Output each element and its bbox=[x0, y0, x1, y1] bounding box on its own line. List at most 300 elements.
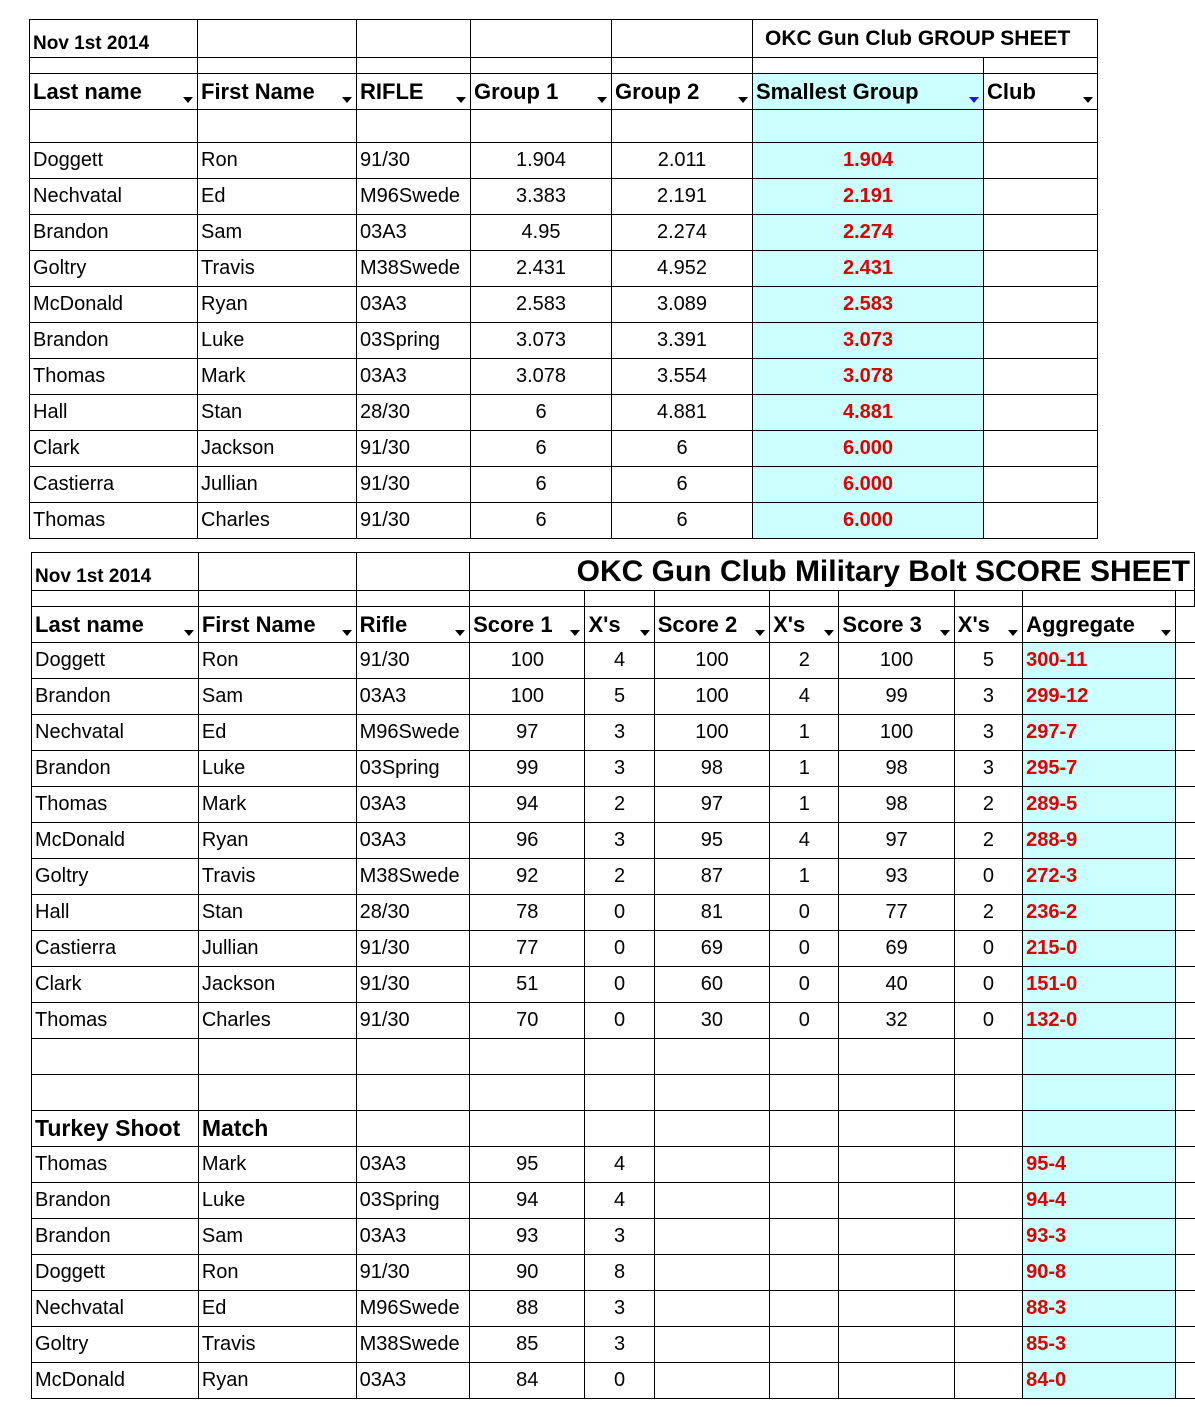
column-header-score-2[interactable] bbox=[654, 607, 769, 643]
x-count-cell: 3 bbox=[585, 1291, 654, 1327]
table-row bbox=[32, 1291, 1195, 1327]
table-cell bbox=[839, 1219, 954, 1255]
rifle-cell: 91/30 bbox=[356, 1003, 469, 1039]
table-cell bbox=[470, 1075, 585, 1111]
club-cell bbox=[984, 143, 1098, 179]
rifle-cell: 91/30 bbox=[357, 503, 471, 539]
last-name-cell: Brandon bbox=[32, 679, 199, 715]
smallest-group-cell: 6.000 bbox=[753, 467, 984, 503]
table-cell bbox=[654, 1183, 769, 1219]
first-name-cell: Ryan bbox=[198, 823, 356, 859]
filter-dropdown-icon[interactable] bbox=[597, 97, 607, 103]
column-header-club[interactable] bbox=[984, 74, 1098, 110]
rifle-cell: 03A3 bbox=[356, 1147, 469, 1183]
rifle-cell: 03A3 bbox=[356, 1363, 469, 1399]
x-count-cell: 0 bbox=[954, 967, 1022, 1003]
table-cell bbox=[839, 1327, 954, 1363]
rifle-cell: 28/30 bbox=[357, 395, 471, 431]
group2-cell: 6 bbox=[612, 467, 753, 503]
table-cell bbox=[954, 1111, 1022, 1147]
table-row bbox=[32, 823, 1195, 859]
group2-cell: 3.554 bbox=[612, 359, 753, 395]
column-header-label: Club bbox=[987, 78, 1036, 104]
aggregate-cell: 236-2 bbox=[1023, 895, 1176, 931]
filter-dropdown-icon[interactable] bbox=[1008, 630, 1018, 636]
overflow-cell bbox=[1175, 1327, 1194, 1363]
column-header-last-name[interactable] bbox=[30, 74, 198, 110]
table-row bbox=[32, 751, 1195, 787]
table-row bbox=[32, 895, 1195, 931]
table-row bbox=[30, 179, 1098, 215]
table-row bbox=[32, 931, 1195, 967]
column-header-group-1[interactable] bbox=[471, 74, 612, 110]
first-name-cell: Sam bbox=[198, 1219, 356, 1255]
overflow-cell bbox=[1175, 823, 1194, 859]
aggregate-cell: 289-5 bbox=[1023, 787, 1176, 823]
last-name-cell: Nechvatal bbox=[32, 715, 199, 751]
first-name-cell: Sam bbox=[198, 215, 357, 251]
table-row bbox=[30, 395, 1098, 431]
column-header-label: Last name bbox=[33, 78, 142, 104]
smallest-group-cell: 6.000 bbox=[753, 503, 984, 539]
filter-dropdown-icon[interactable] bbox=[738, 97, 748, 103]
club-cell bbox=[984, 395, 1098, 431]
x-count-cell: 1 bbox=[770, 715, 839, 751]
group1-cell: 6 bbox=[471, 503, 612, 539]
score-cell: 100 bbox=[839, 643, 954, 679]
group2-cell: 2.011 bbox=[612, 143, 753, 179]
score-cell: 100 bbox=[470, 679, 585, 715]
overflow-cell bbox=[1175, 1291, 1194, 1327]
score-cell: 30 bbox=[654, 1003, 769, 1039]
score-cell: 88 bbox=[470, 1291, 585, 1327]
smallest-group-cell: 2.583 bbox=[753, 287, 984, 323]
group1-cell: 4.95 bbox=[471, 215, 612, 251]
filter-dropdown-icon[interactable] bbox=[1083, 97, 1093, 103]
first-name-cell: Luke bbox=[198, 751, 356, 787]
filter-dropdown-icon[interactable] bbox=[969, 97, 979, 103]
column-header-rifle[interactable] bbox=[356, 607, 469, 643]
score-date: Nov 1st 2014 bbox=[32, 553, 199, 591]
overflow-cell bbox=[1175, 715, 1194, 751]
group-date: Nov 1st 2014 bbox=[30, 20, 198, 58]
score-sheet-table bbox=[31, 552, 1195, 1399]
smallest-group-cell: 3.073 bbox=[753, 323, 984, 359]
column-header-first-name[interactable] bbox=[198, 74, 357, 110]
filter-dropdown-icon[interactable] bbox=[455, 630, 465, 636]
smallest-group-cell: 2.191 bbox=[753, 179, 984, 215]
x-count-cell: 0 bbox=[585, 1363, 654, 1399]
score-cell: 100 bbox=[654, 715, 769, 751]
table-row bbox=[30, 215, 1098, 251]
table-row bbox=[30, 143, 1098, 179]
rifle-cell: 28/30 bbox=[356, 895, 469, 931]
score-cell: 93 bbox=[470, 1219, 585, 1255]
score-cell: 94 bbox=[470, 787, 585, 823]
group2-cell: 3.089 bbox=[612, 287, 753, 323]
rifle-cell: 91/30 bbox=[357, 143, 471, 179]
x-count-cell: 1 bbox=[770, 787, 839, 823]
group2-cell: 6 bbox=[612, 503, 753, 539]
last-name-cell: Thomas bbox=[30, 359, 198, 395]
first-name-cell: Sam bbox=[198, 679, 356, 715]
first-name-cell: Ryan bbox=[198, 287, 357, 323]
group1-cell: 3.383 bbox=[471, 179, 612, 215]
filter-dropdown-icon[interactable] bbox=[456, 97, 466, 103]
x-count-cell: 0 bbox=[585, 931, 654, 967]
last-name-cell: Castierra bbox=[32, 931, 199, 967]
rifle-cell: 03A3 bbox=[356, 1219, 469, 1255]
last-name-cell: Hall bbox=[30, 395, 198, 431]
column-header-x-s-4[interactable] bbox=[585, 607, 654, 643]
group1-cell: 6 bbox=[471, 467, 612, 503]
x-count-cell: 3 bbox=[954, 751, 1022, 787]
score-cell: 97 bbox=[839, 823, 954, 859]
rifle-cell: 91/30 bbox=[356, 1255, 469, 1291]
overflow-cell bbox=[1175, 1255, 1194, 1291]
group1-cell: 1.904 bbox=[471, 143, 612, 179]
x-count-cell: 5 bbox=[585, 679, 654, 715]
last-name-cell: McDonald bbox=[30, 287, 198, 323]
score-cell: 100 bbox=[470, 643, 585, 679]
club-cell bbox=[984, 215, 1098, 251]
match-label: Match bbox=[198, 1111, 356, 1147]
column-header-label: Score 1 bbox=[473, 611, 553, 637]
table-cell bbox=[770, 1363, 839, 1399]
filter-dropdown-icon[interactable] bbox=[183, 97, 193, 103]
first-name-cell: Mark bbox=[198, 1147, 356, 1183]
table-cell bbox=[654, 1291, 769, 1327]
table-cell bbox=[839, 1291, 954, 1327]
score-cell: 99 bbox=[470, 751, 585, 787]
table-cell bbox=[654, 1327, 769, 1363]
last-name-cell: Doggett bbox=[32, 643, 199, 679]
filter-dropdown-icon[interactable] bbox=[940, 630, 950, 636]
table-cell bbox=[654, 1039, 769, 1075]
table-cell bbox=[585, 1111, 654, 1147]
rifle-cell: 03A3 bbox=[356, 679, 469, 715]
rifle-cell: 03A3 bbox=[357, 215, 471, 251]
group2-cell: 3.391 bbox=[612, 323, 753, 359]
column-header-score-1[interactable] bbox=[470, 607, 585, 643]
group2-cell: 2.274 bbox=[612, 215, 753, 251]
first-name-cell: Ed bbox=[198, 179, 357, 215]
table-row bbox=[30, 359, 1098, 395]
group2-cell: 4.952 bbox=[612, 251, 753, 287]
score-cell: 51 bbox=[470, 967, 585, 1003]
group1-cell: 3.073 bbox=[471, 323, 612, 359]
group2-cell: 2.191 bbox=[612, 179, 753, 215]
column-header-first-name[interactable] bbox=[198, 607, 356, 643]
column-header-label: Group 2 bbox=[615, 78, 700, 104]
overflow-cell bbox=[1175, 643, 1194, 679]
overflow-cell bbox=[1175, 679, 1194, 715]
column-header-label: X's bbox=[773, 611, 806, 637]
x-count-cell: 3 bbox=[585, 1327, 654, 1363]
table-cell bbox=[585, 1075, 654, 1111]
table-row bbox=[32, 1327, 1195, 1363]
table-row bbox=[32, 1219, 1195, 1255]
last-name-cell: Brandon bbox=[30, 215, 198, 251]
rifle-cell: 03A3 bbox=[356, 787, 469, 823]
table-cell bbox=[770, 1219, 839, 1255]
score-cell: 100 bbox=[839, 715, 954, 751]
table-row bbox=[32, 643, 1195, 679]
table-cell bbox=[198, 1075, 356, 1111]
overflow-cell bbox=[1175, 895, 1194, 931]
last-name-cell: Goltry bbox=[30, 251, 198, 287]
score-cell: 99 bbox=[839, 679, 954, 715]
table-cell bbox=[954, 1039, 1022, 1075]
table-cell bbox=[839, 1183, 954, 1219]
last-name-cell: Clark bbox=[32, 967, 199, 1003]
group1-cell: 6 bbox=[471, 395, 612, 431]
last-name-cell: Thomas bbox=[32, 1147, 199, 1183]
last-name-cell: Doggett bbox=[30, 143, 198, 179]
column-header-aggregate[interactable] bbox=[1023, 607, 1176, 643]
group2-cell: 6 bbox=[612, 431, 753, 467]
x-count-cell: 0 bbox=[954, 1003, 1022, 1039]
last-name-cell: Thomas bbox=[30, 503, 198, 539]
column-header-partial bbox=[1175, 607, 1194, 643]
filter-dropdown-icon[interactable] bbox=[570, 630, 580, 636]
table-cell bbox=[954, 1327, 1022, 1363]
table-cell bbox=[654, 1075, 769, 1111]
column-header-x-s-8[interactable] bbox=[954, 607, 1022, 643]
rifle-cell: 03Spring bbox=[357, 323, 471, 359]
score-cell: 97 bbox=[470, 715, 585, 751]
rifle-cell: 03Spring bbox=[356, 751, 469, 787]
table-cell bbox=[470, 1039, 585, 1075]
score-cell: 97 bbox=[654, 787, 769, 823]
aggregate-cell: 151-0 bbox=[1023, 967, 1176, 1003]
column-header-label: RIFLE bbox=[360, 78, 424, 104]
last-name-cell: Goltry bbox=[32, 859, 199, 895]
score-cell: 40 bbox=[839, 967, 954, 1003]
table-row bbox=[32, 1003, 1195, 1039]
column-header-label: X's bbox=[588, 611, 621, 637]
rifle-cell: 91/30 bbox=[356, 931, 469, 967]
aggregate-cell: 288-9 bbox=[1023, 823, 1176, 859]
x-count-cell: 1 bbox=[770, 751, 839, 787]
overflow-cell bbox=[1175, 1219, 1194, 1255]
score-cell: 100 bbox=[654, 643, 769, 679]
aggregate-cell: 300-11 bbox=[1023, 643, 1176, 679]
last-name-cell: Doggett bbox=[32, 1255, 199, 1291]
overflow-cell bbox=[1175, 1363, 1194, 1399]
group-sheet-table bbox=[29, 19, 1098, 539]
aggregate-cell: 215-0 bbox=[1023, 931, 1176, 967]
table-cell bbox=[1175, 1039, 1194, 1075]
overflow-cell bbox=[1175, 1183, 1194, 1219]
last-name-cell: Brandon bbox=[30, 323, 198, 359]
column-header-smallest-group[interactable] bbox=[753, 74, 984, 110]
filter-dropdown-icon[interactable] bbox=[824, 630, 834, 636]
x-count-cell: 0 bbox=[770, 895, 839, 931]
score-cell: 84 bbox=[470, 1363, 585, 1399]
filter-dropdown-icon[interactable] bbox=[755, 630, 765, 636]
first-name-cell: Stan bbox=[198, 895, 356, 931]
club-cell bbox=[984, 287, 1098, 323]
first-name-cell: Luke bbox=[198, 323, 357, 359]
score-cell: 93 bbox=[839, 859, 954, 895]
column-header-label: Smallest Group bbox=[756, 78, 919, 104]
score-cell: 96 bbox=[470, 823, 585, 859]
filter-dropdown-icon[interactable] bbox=[342, 97, 352, 103]
filter-dropdown-icon[interactable] bbox=[1161, 630, 1171, 636]
score-cell: 100 bbox=[654, 679, 769, 715]
last-name-cell: Brandon bbox=[32, 1183, 199, 1219]
aggregate-cell: 84-0 bbox=[1023, 1363, 1176, 1399]
smallest-group-cell: 2.431 bbox=[753, 251, 984, 287]
smallest-group-cell: 1.904 bbox=[753, 143, 984, 179]
filter-dropdown-icon[interactable] bbox=[184, 630, 194, 636]
overflow-cell bbox=[1175, 931, 1194, 967]
first-name-cell: Travis bbox=[198, 251, 357, 287]
column-header-rifle[interactable] bbox=[357, 74, 471, 110]
group1-cell: 3.078 bbox=[471, 359, 612, 395]
x-count-cell: 3 bbox=[585, 715, 654, 751]
overflow-cell bbox=[1175, 967, 1194, 1003]
rifle-cell: 03A3 bbox=[357, 359, 471, 395]
club-cell bbox=[984, 359, 1098, 395]
table-cell bbox=[770, 1075, 839, 1111]
table-row bbox=[30, 503, 1098, 539]
rifle-cell: M96Swede bbox=[356, 1291, 469, 1327]
score-cell: 98 bbox=[839, 751, 954, 787]
aggregate-cell: 93-3 bbox=[1023, 1219, 1176, 1255]
table-cell bbox=[1175, 1111, 1194, 1147]
score-cell: 95 bbox=[654, 823, 769, 859]
first-name-cell: Jackson bbox=[198, 967, 356, 1003]
x-count-cell: 0 bbox=[585, 895, 654, 931]
group2-cell: 4.881 bbox=[612, 395, 753, 431]
last-name-cell: Goltry bbox=[32, 1327, 199, 1363]
table-cell bbox=[839, 1111, 954, 1147]
last-name-cell: Hall bbox=[32, 895, 199, 931]
x-count-cell: 2 bbox=[585, 859, 654, 895]
x-count-cell: 2 bbox=[954, 895, 1022, 931]
score-cell: 69 bbox=[839, 931, 954, 967]
table-row bbox=[32, 1363, 1195, 1399]
x-count-cell: 0 bbox=[585, 967, 654, 1003]
first-name-cell: Luke bbox=[198, 1183, 356, 1219]
x-count-cell: 4 bbox=[585, 1147, 654, 1183]
score-cell: 60 bbox=[654, 967, 769, 1003]
table-row bbox=[30, 251, 1098, 287]
column-header-label: Aggregate bbox=[1026, 611, 1135, 637]
overflow-cell bbox=[1175, 859, 1194, 895]
first-name-cell: Mark bbox=[198, 359, 357, 395]
rifle-cell: M38Swede bbox=[357, 251, 471, 287]
column-header-label: Score 2 bbox=[657, 611, 738, 637]
first-name-cell: Jullian bbox=[198, 467, 357, 503]
table-cell bbox=[1175, 1075, 1194, 1111]
aggregate-cell: 295-7 bbox=[1023, 751, 1176, 787]
rifle-cell: 91/30 bbox=[357, 431, 471, 467]
column-header-last-name[interactable] bbox=[32, 607, 199, 643]
column-header-score-3[interactable] bbox=[839, 607, 954, 643]
aggregate-cell: 88-3 bbox=[1023, 1291, 1176, 1327]
x-count-cell: 0 bbox=[770, 931, 839, 967]
score-cell: 94 bbox=[470, 1183, 585, 1219]
rifle-cell: 91/30 bbox=[356, 643, 469, 679]
score-cell: 32 bbox=[839, 1003, 954, 1039]
group1-cell: 2.583 bbox=[471, 287, 612, 323]
x-count-cell: 4 bbox=[585, 1183, 654, 1219]
table-cell bbox=[954, 1363, 1022, 1399]
smallest-group-cell: 4.881 bbox=[753, 395, 984, 431]
column-header-label: Rifle bbox=[359, 611, 408, 637]
rifle-cell: M38Swede bbox=[356, 1327, 469, 1363]
last-name-cell: Brandon bbox=[32, 751, 199, 787]
table-row bbox=[32, 787, 1195, 823]
table-cell bbox=[654, 1219, 769, 1255]
table-cell bbox=[356, 1075, 469, 1111]
last-name-cell: Nechvatal bbox=[30, 179, 198, 215]
table-cell bbox=[839, 1075, 954, 1111]
table-row bbox=[32, 1183, 1195, 1219]
table-cell bbox=[770, 1327, 839, 1363]
table-cell bbox=[32, 1039, 199, 1075]
table-cell bbox=[470, 1111, 585, 1147]
club-cell bbox=[984, 251, 1098, 287]
column-header-x-s-6[interactable] bbox=[770, 607, 839, 643]
filter-dropdown-icon[interactable] bbox=[342, 630, 352, 636]
table-cell bbox=[954, 1291, 1022, 1327]
score-cell: 87 bbox=[654, 859, 769, 895]
column-header-label: Score 3 bbox=[842, 611, 922, 637]
first-name-cell: Ron bbox=[198, 143, 357, 179]
first-name-cell: Travis bbox=[198, 859, 356, 895]
group1-cell: 6 bbox=[471, 431, 612, 467]
x-count-cell: 4 bbox=[770, 823, 839, 859]
table-row bbox=[32, 1255, 1195, 1291]
table-row bbox=[30, 431, 1098, 467]
x-count-cell: 2 bbox=[954, 823, 1022, 859]
x-count-cell: 5 bbox=[954, 643, 1022, 679]
score-cell: 69 bbox=[654, 931, 769, 967]
first-name-cell: Jullian bbox=[198, 931, 356, 967]
table-cell bbox=[32, 1075, 199, 1111]
column-header-group-2[interactable] bbox=[612, 74, 753, 110]
x-count-cell: 0 bbox=[954, 931, 1022, 967]
rifle-cell: 91/30 bbox=[356, 967, 469, 1003]
x-count-cell: 3 bbox=[954, 679, 1022, 715]
table-row bbox=[32, 679, 1195, 715]
table-cell bbox=[1023, 1039, 1176, 1075]
score-cell: 70 bbox=[470, 1003, 585, 1039]
table-cell bbox=[770, 1291, 839, 1327]
aggregate-cell: 94-4 bbox=[1023, 1183, 1176, 1219]
table-cell bbox=[585, 1039, 654, 1075]
last-name-cell: McDonald bbox=[32, 1363, 199, 1399]
first-name-cell: Jackson bbox=[198, 431, 357, 467]
score-cell: 98 bbox=[839, 787, 954, 823]
x-count-cell: 0 bbox=[954, 859, 1022, 895]
table-cell bbox=[654, 1111, 769, 1147]
club-cell bbox=[984, 467, 1098, 503]
column-header-label: X's bbox=[957, 611, 990, 637]
aggregate-cell: 297-7 bbox=[1023, 715, 1176, 751]
last-name-cell: Castierra bbox=[30, 467, 198, 503]
aggregate-cell: 299-12 bbox=[1023, 679, 1176, 715]
score-cell: 85 bbox=[470, 1327, 585, 1363]
filter-dropdown-icon[interactable] bbox=[640, 630, 650, 636]
column-header-label: First Name bbox=[201, 611, 316, 637]
last-name-cell: Thomas bbox=[32, 1003, 199, 1039]
score-cell: 95 bbox=[470, 1147, 585, 1183]
